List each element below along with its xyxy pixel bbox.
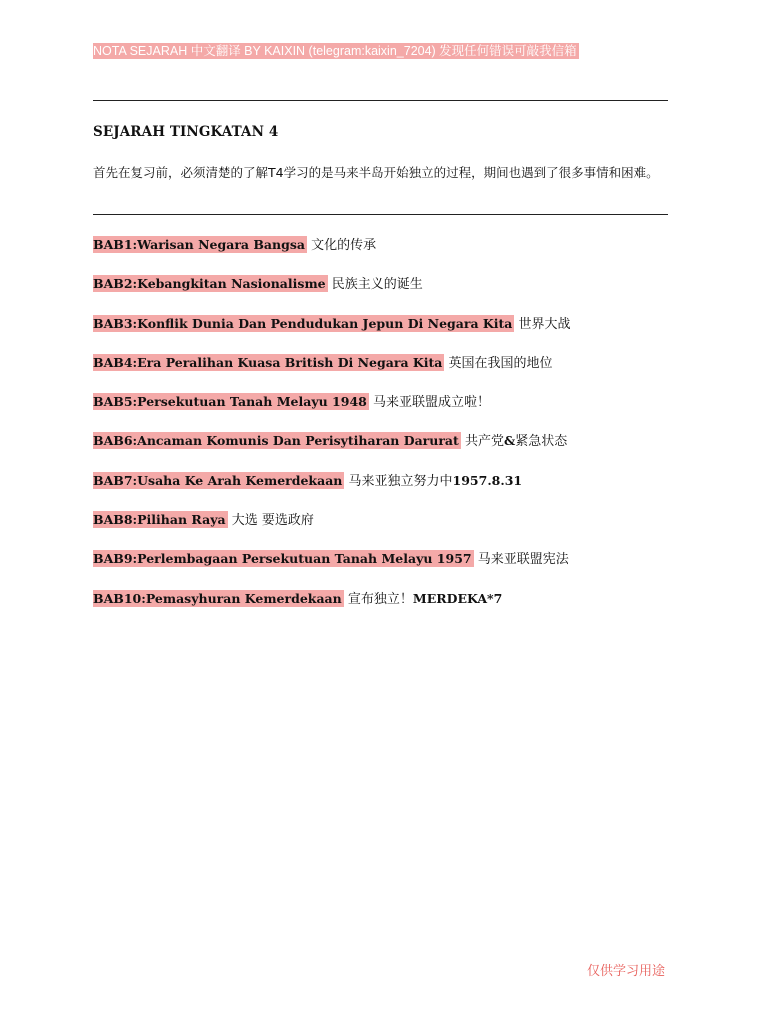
chapter-code: BAB9:Perlembagaan Persekutuan Tanah Melayu 1957 (93, 551, 472, 567)
chapter-item-4 (93, 353, 668, 392)
chapter-item-7 (93, 471, 668, 510)
chapter-date: 1957.8.31 (452, 472, 523, 488)
document-title: SEJARAH TINGKATAN 4 (93, 124, 279, 140)
intro-paragraph: 首先在复习前，必须清楚的了解T4学习的是马来半岛开始独立的过程，期间也遇到了很多事情和困难。 (93, 165, 659, 180)
chapter-code: BAB6:Ancaman Komunis Dan Perisytiharan Darurat (93, 433, 459, 449)
chapter-description: 民族主义的诞生 (327, 277, 423, 293)
chapter-item-5 (93, 392, 668, 431)
chapter-item-10 (93, 589, 668, 628)
chapter-item-3 (93, 314, 668, 353)
chapter-item-2 (93, 274, 668, 313)
chapter-item-1 (93, 235, 668, 274)
chapter-description: 文化的传承 (307, 238, 377, 253)
chapter-description: 马来亚联盟宪法 (473, 552, 569, 568)
chapter-item-6 (93, 431, 668, 470)
chapter-item-8 (93, 510, 668, 549)
chapter-description: 英国在我国的地位 (444, 355, 553, 371)
chapter-description: 宣布独立！ (343, 591, 413, 607)
chapter-list (93, 235, 668, 628)
chapter-description-suffix: 紧急状态 (515, 434, 568, 450)
chapter-code: BAB3:Konflik Dunia Dan Pendudukan Jepun Di Negara Kita (93, 315, 513, 331)
chapter-item-9 (93, 549, 668, 588)
chapter-code: BAB8:Pilihan Raya (93, 512, 226, 528)
chapter-code: BAB7:Usaha Ke Arah Kemerdekaan (93, 472, 343, 488)
header-banner: NOTA SEJARAH 中文翻译 BY KAIXIN (telegram:kaixin_7204) 发现任何错误可敲我信箱 (93, 44, 577, 58)
chapter-code: BAB4:Era Peralihan Kuasa British Di Negara Kita (93, 354, 443, 370)
chapter-description: 大选 要选政府 (227, 513, 314, 529)
chapter-code: BAB10:Pemasyhuran Kemerdekaan (93, 590, 342, 606)
chapter-code: BAB5:Persekutuan Tanah Melayu 1948 (93, 394, 367, 410)
top-divider (93, 100, 668, 101)
chapter-ampersand: & (503, 433, 516, 449)
chapter-description: 马来亚联盟成立啦！ (368, 395, 490, 411)
chapter-exclamation: MERDEKA*7 (412, 590, 503, 606)
chapter-description: 马来亚独立努力中 (344, 473, 453, 489)
footer-note: 仅供学习用途 (587, 964, 666, 979)
chapter-description: 共产党 (460, 434, 504, 450)
section-divider (93, 214, 668, 215)
chapter-code: BAB1:Warisan Negara Bangsa (93, 237, 305, 252)
chapter-description: 世界大战 (514, 316, 571, 332)
chapter-code: BAB2:Kebangkitan Nasionalisme (93, 276, 326, 292)
